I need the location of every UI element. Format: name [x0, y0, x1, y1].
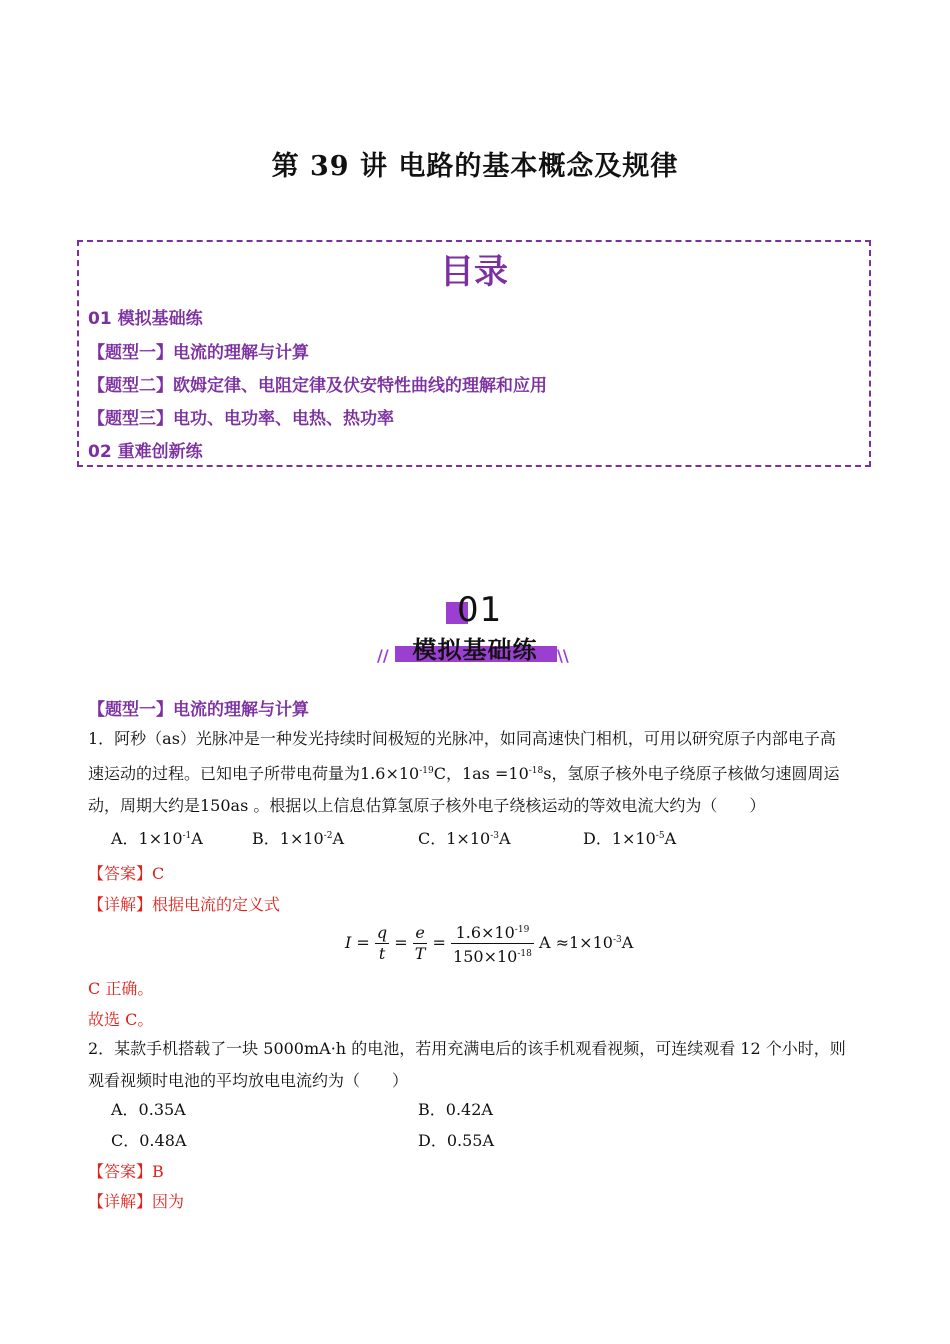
- q1-final-choice: 故选 C。: [88, 1010, 154, 1029]
- q2-option-d[interactable]: D．0.55A: [418, 1131, 495, 1150]
- q1-option-c[interactable]: C．$1\times 10^{-3}A$: [418, 829, 511, 848]
- q2-option-a[interactable]: A．0.35A: [111, 1100, 186, 1119]
- toc-item-advanced-practice[interactable]: 02 重难创新练: [88, 442, 203, 462]
- toc-item-type1[interactable]: 【题型一】电流的理解与计算: [88, 343, 309, 363]
- q1-answer: 【答案】C: [88, 864, 165, 883]
- toc-item-type3[interactable]: 【题型三】电功、电功率、电热、热功率: [88, 409, 394, 429]
- q1-line1: 1．阿秒（as）光脉冲是一种发光持续时间极短的光脉冲，如同高速快门相机，可用以研究原子内部电子高: [88, 729, 836, 748]
- toc-item-basic-practice[interactable]: 01 模拟基础练: [88, 309, 203, 329]
- section-number: 01: [457, 590, 503, 630]
- q1-detail: 【详解】根据电流的定义式: [88, 895, 281, 914]
- q1-formula: I = $\frac{q}{t}$ = $\frac{e}{T}$ = $\frac{1.6\times 10^{-19}}{150\times 10^{-18}}$ $A \approx 1\times 10^{-3}A$: [345, 920, 633, 968]
- q1-line2: 速运动的过程。已知电子所带电荷量为$1.6\times 10^{-19}C$，$1as =10^{-18}s$，氢原子核外电子绕原子核做匀速圆周运: [88, 764, 840, 783]
- q1-conclusion: C 正确。: [88, 979, 154, 998]
- q1-line3: 动，周期大约是150as 。根据以上信息估算氢原子核外电子绕核运动的等效电流大约为（ ）: [88, 796, 766, 815]
- q2-answer: 【答案】B: [88, 1162, 164, 1181]
- toc-item-type2[interactable]: 【题型二】欧姆定律、电阻定律及伏安特性曲线的理解和应用: [88, 376, 547, 396]
- q1-option-b[interactable]: B．$1\times 10^{-2}A$: [252, 829, 345, 848]
- table-of-contents: [77, 240, 871, 467]
- q1-option-a[interactable]: A．$1\times 10^{-1}A$: [111, 829, 203, 848]
- toc-heading: 目录: [440, 252, 508, 292]
- q2-line2: 观看视频时电池的平均放电电流约为（ ）: [88, 1071, 409, 1090]
- question-1: [88, 723, 868, 822]
- q2-option-b[interactable]: B．0.42A: [418, 1100, 493, 1119]
- section-label: 模拟基础练: [412, 636, 538, 664]
- q2-line1: 2．某款手机搭载了一块 5000mA·h 的电池，若用充满电后的该手机观看视频，可连续观看 12 个小时，则: [88, 1039, 846, 1058]
- type1-heading: 【题型一】电流的理解与计算: [88, 700, 309, 720]
- q1-option-d[interactable]: D．$1\times 10^{-5}A$: [583, 829, 677, 848]
- q2-option-c[interactable]: C．0.48A: [111, 1131, 187, 1150]
- q2-detail: 【详解】因为: [88, 1192, 185, 1211]
- page-title: 第 39 讲 电路的基本概念及规律: [271, 151, 679, 182]
- section-slash-left: //: [377, 646, 389, 665]
- section-slash-right: \\: [557, 646, 569, 665]
- section-banner: [375, 590, 575, 670]
- question-2: [88, 1033, 868, 1097]
